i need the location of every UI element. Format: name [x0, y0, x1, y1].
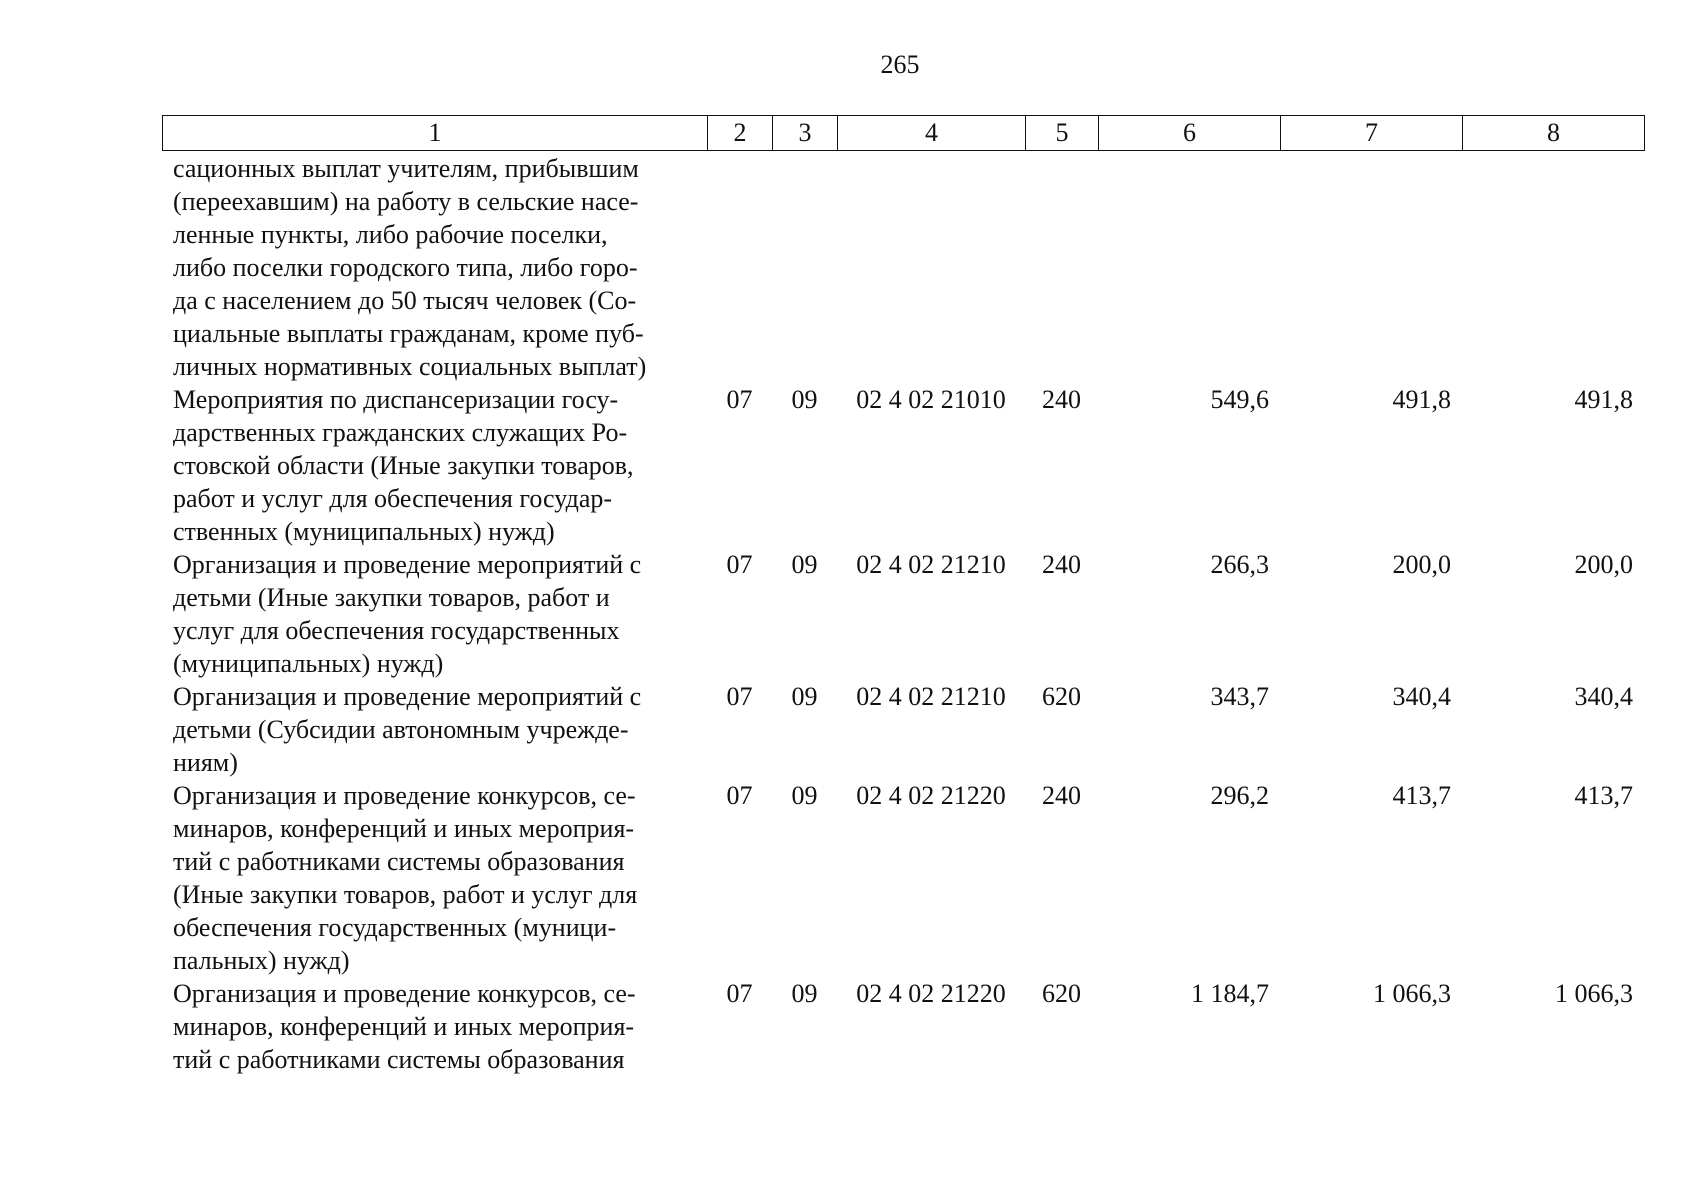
amount-col-8 — [1462, 152, 1644, 383]
amount-col-6: 343,7 — [1210, 682, 1269, 711]
row-description — [162, 152, 707, 383]
description-line: либо поселки городского типа, либо горо- — [173, 253, 638, 282]
target-article-code: 02 4 02 21010 — [856, 385, 1006, 414]
row-description — [162, 383, 707, 548]
description-line: Мероприятия по диспансеризации госу- — [173, 385, 619, 414]
column-header-3: 3 — [773, 116, 838, 151]
description-line: (Иные закупки товаров, работ и услуг для — [173, 880, 638, 909]
row-description — [162, 548, 707, 680]
amount-col-6 — [1098, 152, 1280, 383]
description-line: Организация и проведение мероприятий с — [173, 682, 642, 711]
subsection-code: 09 — [791, 979, 818, 1008]
description-line: детьми (Субсидии автономным учрежде- — [173, 715, 629, 744]
column-header-5: 5 — [1026, 116, 1099, 151]
amount-col-6: 266,3 — [1210, 550, 1269, 579]
description-line: пальных) нужд) — [173, 946, 350, 975]
table-row — [162, 977, 1644, 1076]
column-header-6: 6 — [1099, 116, 1281, 151]
target-article-code: 02 4 02 21210 — [856, 682, 1006, 711]
expense-type-code: 620 — [1042, 682, 1081, 711]
amount-col-6: 549,6 — [1210, 385, 1269, 414]
column-header-table — [162, 115, 1645, 151]
section-code: 07 — [726, 682, 753, 711]
description-line: ленные пункты, либо рабочие поселки, — [173, 220, 608, 249]
expense-type-code: 240 — [1042, 385, 1081, 414]
section-code: 07 — [726, 979, 753, 1008]
description-line: обеспечения государственных (муници- — [173, 913, 617, 942]
amount-col-8: 1 066,3 — [1555, 979, 1633, 1008]
column-header-row — [163, 116, 1645, 151]
column-header-8: 8 — [1463, 116, 1645, 151]
expense-type-code — [1025, 152, 1098, 383]
column-header-1: 1 — [163, 116, 708, 151]
description-line: Организация и проведение конкурсов, се- — [173, 781, 636, 810]
description-line: детьми (Иные закупки товаров, работ и — [173, 583, 610, 612]
description-line: Организация и проведение конкурсов, се- — [173, 979, 636, 1008]
description-line: ниям) — [173, 748, 238, 777]
section-code — [707, 152, 772, 383]
subsection-code: 09 — [791, 385, 818, 414]
description-line: услуг для обеспечения государственных — [173, 616, 620, 645]
table-row — [162, 548, 1644, 680]
description-line: Организация и проведение мероприятий с — [173, 550, 642, 579]
page-number — [0, 50, 1697, 80]
target-article-code: 02 4 02 21210 — [856, 550, 1006, 579]
amount-col-8: 491,8 — [1574, 385, 1633, 414]
description-line: циальные выплаты гражданам, кроме пуб- — [173, 319, 644, 348]
column-header-2: 2 — [708, 116, 773, 151]
subsection-code: 09 — [791, 682, 818, 711]
expense-type-code: 620 — [1042, 979, 1081, 1008]
amount-col-6: 296,2 — [1210, 781, 1269, 810]
expense-type-code: 240 — [1042, 781, 1081, 810]
description-line: да с населением до 50 тысяч человек (Со- — [173, 286, 637, 315]
page-number-text: 265 — [880, 50, 920, 79]
description-line: дарственных гражданских служащих Ро- — [173, 418, 628, 447]
target-article-code: 02 4 02 21220 — [856, 979, 1006, 1008]
table-row — [162, 152, 1644, 383]
subsection-code — [772, 152, 837, 383]
amount-col-8: 200,0 — [1574, 550, 1633, 579]
description-line: работ и услуг для обеспечения государ- — [173, 484, 613, 513]
budget-table-body — [162, 152, 1644, 1076]
subsection-code: 09 — [791, 550, 818, 579]
description-line: минаров, конференций и иных мероприя- — [173, 814, 635, 843]
column-header-7: 7 — [1281, 116, 1463, 151]
description-line: (переехавшим) на работу в сельские насе- — [173, 187, 639, 216]
row-description — [162, 680, 707, 779]
amount-col-7: 340,4 — [1392, 682, 1451, 711]
amount-col-7: 491,8 — [1392, 385, 1451, 414]
amount-col-8: 413,7 — [1574, 781, 1633, 810]
description-line: тий с работниками системы образования — [173, 1045, 625, 1074]
row-description — [162, 779, 707, 977]
section-code: 07 — [726, 385, 753, 414]
amount-col-8: 340,4 — [1574, 682, 1633, 711]
table-row — [162, 680, 1644, 779]
section-code: 07 — [726, 550, 753, 579]
amount-col-7: 413,7 — [1392, 781, 1451, 810]
description-line: личных нормативных социальных выплат) — [173, 352, 647, 381]
amount-col-7 — [1280, 152, 1462, 383]
description-line: минаров, конференций и иных мероприя- — [173, 1012, 635, 1041]
description-line: тий с работниками системы образования — [173, 847, 625, 876]
amount-col-7: 200,0 — [1392, 550, 1451, 579]
description-line: ственных (муниципальных) нужд) — [173, 517, 555, 546]
description-line: (муниципальных) нужд) — [173, 649, 444, 678]
target-article-code: 02 4 02 21220 — [856, 781, 1006, 810]
description-line: сационных выплат учителям, прибывшим — [173, 154, 639, 183]
row-description — [162, 977, 707, 1076]
table-row — [162, 383, 1644, 548]
expense-type-code: 240 — [1042, 550, 1081, 579]
section-code: 07 — [726, 781, 753, 810]
description-line: стовской области (Иные закупки товаров, — [173, 451, 634, 480]
amount-col-6: 1 184,7 — [1191, 979, 1269, 1008]
column-header-4: 4 — [838, 116, 1026, 151]
target-article-code — [837, 152, 1025, 383]
amount-col-7: 1 066,3 — [1373, 979, 1451, 1008]
subsection-code: 09 — [791, 781, 818, 810]
table-row — [162, 779, 1644, 977]
